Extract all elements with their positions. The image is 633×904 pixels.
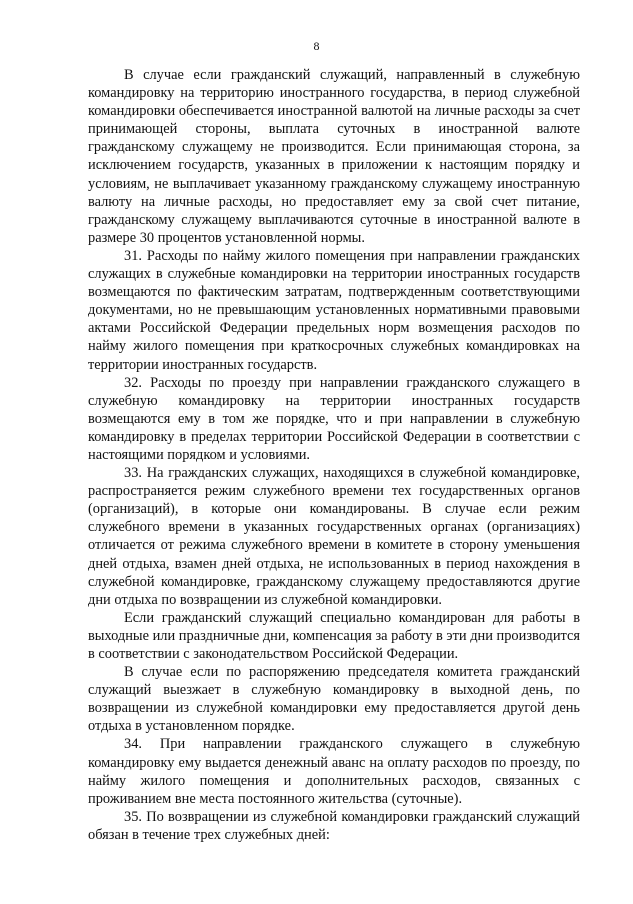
paragraph-33: 33. На гражданских служащих, находящихся в служебной командировке, распространяется режим служебного времени тех государственных органов (организаций), в которые они командированы. В случае если режим служебного времени в указанных государственных органах (организациях) отличается от режима служебного времени в комитете в сторону уменьшения дней отдыха, взамен дней отдыха, не использованных в период нахождения в служебной командировке, гражданскому служащему предоставляются другие дни отдыха по возвращении из служебной командировки.	[88, 465, 580, 608]
paragraph-32: 32. Расходы по проезду при направлении гражданского служащего в служебную командировку на территории иностранных государств возмещаются ему в том же порядке, что и при направлении в служебную командировку в пределах территории Российской Федерации в соответствии с настоящими порядком и условиями.	[88, 374, 580, 463]
document-body	[88, 66, 580, 844]
paragraph-35: 35. По возвращении из служебной командировки гражданский служащий обязан в течение трех служебных дней:	[88, 808, 580, 843]
paragraph-31: 31. Расходы по найму жилого помещения при направлении гражданских служащих в служебные командировки на территории иностранных государств возмещаются по фактическим затратам, подтвержденным соответствующими документами, но не превышающим установленных нормативными правовыми актами Российской Федерации предельных норм возмещения расходов по найму жилого помещения при краткосрочных служебных командировках на территории иностранных государств.	[88, 247, 580, 373]
paragraph-34: 34. При направлении гражданского служащего в служебную командировку ему выдается денежный аванс на оплату расходов по проезду, по найму жилого помещения и дополнительных расходов, связанных с проживанием вне места постоянного жительства (суточные).	[88, 736, 580, 807]
paragraph-weekend-departure: В случае если по распоряжению председателя комитета гражданский служащий выезжает в служебную командировку в выходной день, по возвращении из служебной командировки ему предоставляется другой день отдыха в установленном порядке.	[88, 664, 580, 735]
page-number: 8	[313, 39, 320, 53]
paragraph-weekend-work: Если гражданский служащий специально командирован для работы в выходные или праздничные дни, компенсация за работу в эти дни производится в соответствии с законодательством Российской Федерации.	[88, 609, 580, 662]
paragraph-foreign-currency: В случае если гражданский служащий, направленный в служебную командировку на территорию иностранного государства, в период служебной командировки обеспечивается иностранной валютой на личные расходы за счет принимающей стороны, выплата суточных в иностранной валюте гражданскому служащему не производится. Если принимающая сторона, за исключением государств, указанных в приложении к настоящим порядку и условиям, не выплачивает указанному гражданскому служащему иностранную валюту на личные расходы, но предоставляет ему за свой счет питание, гражданскому служащему выплачиваются суточные в иностранной валюте в размере 30 процентов установленной нормы.	[88, 67, 580, 246]
